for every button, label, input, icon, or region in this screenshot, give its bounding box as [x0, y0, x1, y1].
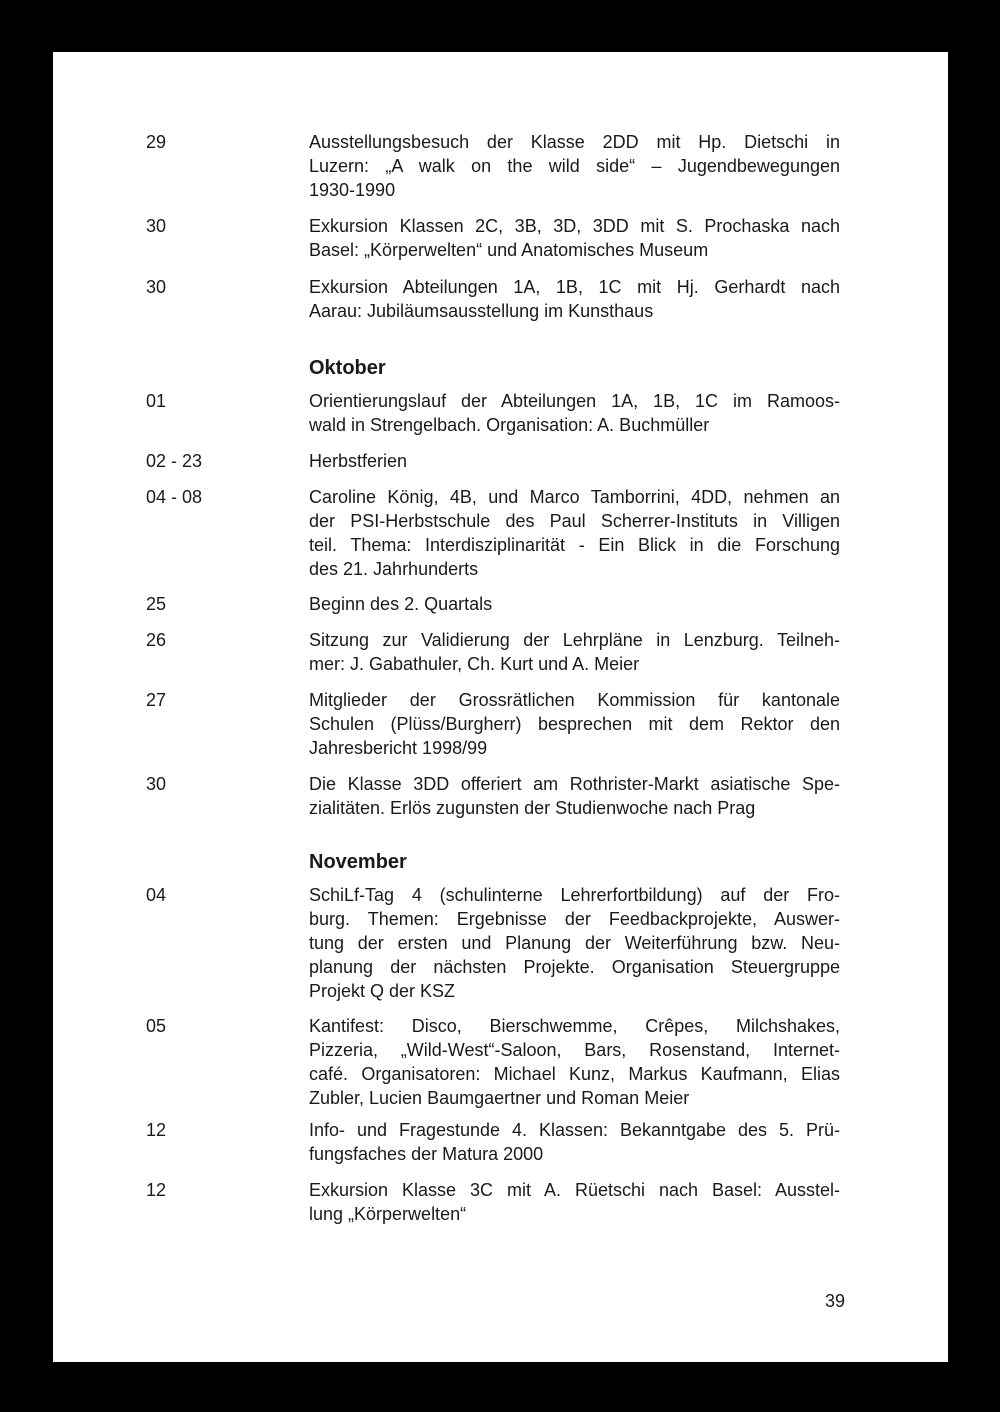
entry-text-line: planung der nächsten Projekte. Organisation Steuergruppe [309, 957, 840, 977]
entry-text-line: Pizzeria, „Wild-West“-Saloon, Bars, Rosenstand, Internet- [309, 1040, 840, 1060]
entry-text [309, 389, 840, 437]
entry-text-line: Orientierungslauf der Abteilungen 1A, 1B, 1C im Ramoos- [309, 391, 840, 411]
entry-text-line: Luzern: „A walk on the wild side“ – Jugendbewegungen [309, 156, 840, 176]
entry-text [309, 130, 840, 202]
entry-date: 30 [146, 277, 167, 297]
entry-text-line: der PSI-Herbstschule des Paul Scherrer-Instituts in Villigen [309, 511, 840, 531]
entry-text [309, 688, 840, 760]
entry-text [309, 772, 840, 820]
entry-date: 02 - 23 [146, 451, 203, 471]
entry-text-line: Schulen (Plüss/Burgherr) besprechen mit dem Rektor den [309, 714, 840, 734]
entry-text-line: zialitäten. Erlös zugunsten der Studienwoche nach Prag [309, 798, 756, 818]
entry-text-line: Beginn des 2. Quartals [309, 594, 493, 614]
entry-text [309, 1178, 840, 1226]
entry-date: 04 [146, 885, 167, 905]
entry-text-line: Exkursion Klasse 3C mit A. Rüetschi nach Basel: Ausstel- [309, 1180, 840, 1200]
entry-text [309, 275, 840, 323]
entry-text-line: Sitzung zur Validierung der Lehrpläne in Lenzburg. Teilneh- [309, 630, 840, 650]
entry-text-line: Jahresbericht 1998/99 [309, 738, 488, 758]
entry-text-line: Caroline König, 4B, und Marco Tamborrini, 4DD, nehmen an [309, 487, 840, 507]
entry-date: 30 [146, 774, 167, 794]
entry-text-line: Mitglieder der Grossrätlichen Kommission für kantonale [309, 690, 840, 710]
entry-date: 25 [146, 594, 167, 614]
entry-date: 26 [146, 630, 167, 650]
entry-date: 04 - 08 [146, 487, 203, 507]
entry-text-line: wald in Strengelbach. Organisation: A. Buchmüller [309, 415, 710, 435]
chronicle-entries [53, 52, 948, 1362]
entry-text-line: Exkursion Klassen 2C, 3B, 3D, 3DD mit S. Prochaska nach [309, 216, 840, 236]
entry-text-line: Die Klasse 3DD offeriert am Rothrister-Markt asiatische Spe- [309, 774, 840, 794]
entry-text-line: Basel: „Körperwelten“ und Anatomisches Museum [309, 240, 709, 260]
entry-text [309, 214, 840, 262]
entry-text-line: Aarau: Jubiläumsausstellung im Kunsthaus [309, 301, 654, 321]
month-heading-october: Oktober [309, 357, 386, 379]
entry-text [309, 485, 840, 581]
entry-date: 12 [146, 1180, 167, 1200]
entry-text-line: Projekt Q der KSZ [309, 981, 456, 1001]
entry-text-line: Ausstellungsbesuch der Klasse 2DD mit Hp. Dietschi in [309, 132, 840, 152]
entry-date: 05 [146, 1016, 167, 1036]
entry-text-line: mer: J. Gabathuler, Ch. Kurt und A. Meier [309, 654, 640, 674]
entry-text [309, 449, 840, 473]
entry-date: 30 [146, 216, 167, 236]
entry-text-line: lung „Körperwelten“ [309, 1204, 467, 1224]
entry-text-line: burg. Themen: Ergebnisse der Feedbackprojekte, Auswer- [309, 909, 840, 929]
document-page [53, 52, 948, 1362]
entry-text-line: fungsfaches der Matura 2000 [309, 1144, 544, 1164]
entry-text-line: Info- und Fragestunde 4. Klassen: Bekanntgabe des 5. Prü- [309, 1120, 840, 1140]
month-heading-november: November [309, 851, 407, 873]
entry-text [309, 628, 840, 676]
entry-date: 29 [146, 132, 167, 152]
entry-text [309, 592, 840, 616]
entry-text-line: tung der ersten und Planung der Weiterführung bzw. Neu- [309, 933, 840, 953]
entry-text [309, 1014, 840, 1110]
entry-text-line: Kantifest: Disco, Bierschwemme, Crêpes, Milchshakes, [309, 1016, 840, 1036]
entry-text [309, 1118, 840, 1166]
entry-text-line: café. Organisatoren: Michael Kunz, Markus Kaufmann, Elias [309, 1064, 840, 1084]
entry-text-line: Exkursion Abteilungen 1A, 1B, 1C mit Hj. Gerhardt nach [309, 277, 840, 297]
entry-text-line: des 21. Jahrhunderts [309, 559, 479, 579]
entry-text-line: 1930-1990 [309, 180, 396, 200]
entry-text-line: Zubler, Lucien Baumgaertner und Roman Meier [309, 1088, 690, 1108]
entry-text-line: SchiLf-Tag 4 (schulinterne Lehrerfortbildung) auf der Fro- [309, 885, 840, 905]
entry-text-line: Herbstferien [309, 451, 408, 471]
entry-text-line: teil. Thema: Interdisziplinarität - Ein Blick in die Forschung [309, 535, 840, 555]
entry-text [309, 883, 840, 1003]
entry-date: 01 [146, 391, 167, 411]
entry-date: 27 [146, 690, 167, 710]
page-number: 39 [824, 1291, 845, 1311]
entry-date: 12 [146, 1120, 167, 1140]
